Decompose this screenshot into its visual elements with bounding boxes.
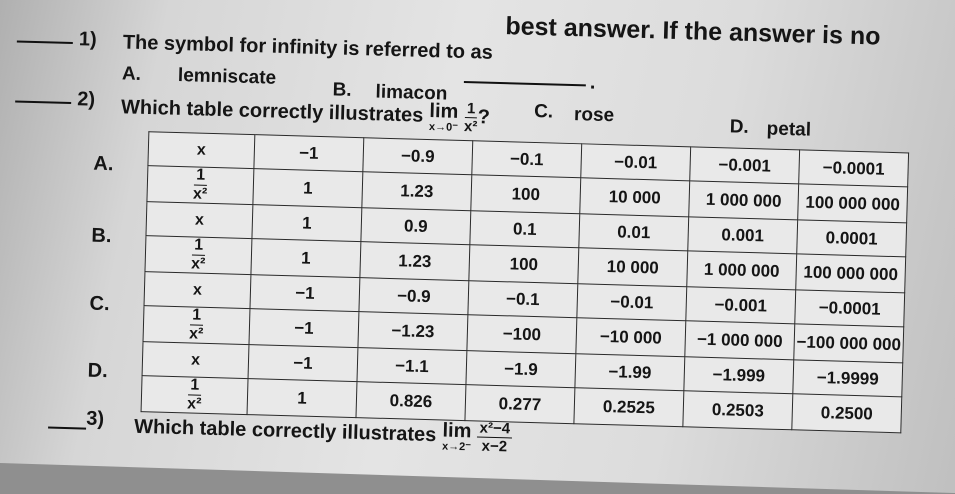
table-cell: −1: [248, 345, 358, 382]
table-cell: −1.99: [575, 354, 685, 391]
table-cell: 100 000 000: [798, 184, 908, 223]
lim-approach: x→0⁻: [428, 120, 459, 134]
table-cell: 0.2500: [792, 394, 902, 433]
option-a-text: lemniscate: [177, 65, 277, 89]
option-b-letter: B.: [332, 79, 352, 101]
table-cell: −1.1: [357, 348, 467, 385]
function-denominator: x²: [463, 118, 478, 136]
table-cell: 10 000: [580, 178, 690, 217]
table-c-letter: C.: [89, 292, 110, 316]
table-cell: 0.1: [470, 211, 580, 248]
answer-blank-2[interactable]: [15, 100, 71, 104]
table-cell: 0.826: [356, 382, 466, 421]
table-b-letter: B.: [91, 224, 112, 248]
option-d-letter: D.: [729, 116, 750, 138]
fraction-label: $\frac{1}{\text{x²}}$: [145, 236, 252, 275]
table-cell: 100: [469, 245, 579, 284]
table-a-letter: A.: [93, 152, 114, 176]
limit-expression: [429, 101, 459, 134]
table-cell: 0.9: [361, 208, 471, 245]
table-cell: −1.9: [466, 351, 576, 388]
option-a-letter: A.: [121, 63, 142, 85]
table-cell: 1: [247, 379, 357, 418]
table-cell: 1: [251, 239, 361, 278]
x-label: x: [146, 202, 253, 239]
question-2-number: 2): [76, 88, 96, 111]
table-cell: −1: [250, 275, 360, 312]
table-cell: 0.0001: [797, 220, 907, 257]
table-cell: −0.0001: [799, 150, 909, 187]
table-d-letter: D.: [87, 359, 108, 383]
table-cell: −1: [249, 309, 359, 348]
table-cell: 0.2503: [683, 391, 793, 430]
table-cell: −100: [467, 315, 577, 354]
table-cell: −10 000: [576, 318, 686, 357]
limit-function: [464, 101, 478, 134]
x-label: x: [142, 342, 249, 379]
fraction-label: $\frac{1}{\text{x²}}$: [143, 306, 250, 345]
limit-expression: [442, 420, 472, 453]
question-1-number: 1): [78, 28, 98, 51]
table-cell: −0.01: [577, 284, 687, 321]
table-cell: 1.23: [362, 172, 472, 211]
table-cell: 1.23: [360, 242, 470, 281]
option-c-text: rose: [573, 104, 615, 127]
question-1-prompt: The symbol for infinity is referred to as: [122, 31, 494, 64]
table-cell: 1 000 000: [687, 251, 797, 290]
table-cell: 10 000: [578, 248, 688, 287]
question-2-prompt: Which table correctly illustrates: [120, 96, 424, 127]
function-numerator: x²−4: [477, 421, 512, 439]
table-cell: −0.9: [359, 278, 469, 315]
table-cell: −0.1: [468, 281, 578, 318]
question-mark: ?: [477, 106, 491, 129]
table-cell: 0.277: [465, 385, 575, 424]
option-b-text: limacon: [375, 81, 448, 105]
table-cell: −100 000 000: [794, 324, 904, 363]
answer-blank-3[interactable]: [48, 427, 86, 430]
table-cell: −1.999: [684, 357, 794, 394]
table-cell: −1.9999: [793, 360, 903, 397]
lim-approach: x→2⁻: [441, 440, 472, 453]
question-3-prompt: Which table correctly illustrates: [133, 415, 437, 447]
fraction-label: $\frac{1}{\text{x²}}$: [141, 376, 248, 415]
table-cell: −0.9: [363, 138, 473, 175]
table-cell: 1: [252, 205, 362, 242]
table-cell: 100: [471, 175, 581, 214]
period: .: [589, 71, 596, 94]
x-label: x: [144, 272, 251, 309]
limit-function: [477, 421, 512, 455]
table-cell: −1: [254, 135, 364, 172]
instructions-header: best answer. If the answer is no: [505, 12, 881, 51]
fraction-label: $\frac{1}{\text{x²}}$: [147, 166, 254, 205]
option-c-letter: C.: [533, 100, 554, 123]
table-cell: −0.1: [472, 141, 582, 178]
question-3-number: 3): [86, 407, 105, 431]
table-cell: −0.001: [686, 287, 796, 324]
answer-blank-1[interactable]: [17, 40, 73, 44]
table-cell: 1: [253, 169, 363, 208]
function-denominator: x−2: [481, 437, 508, 456]
lim-word: lim: [429, 99, 459, 123]
table-cell: 100 000 000: [796, 254, 906, 293]
x-label: x: [148, 132, 255, 169]
fill-in-blank-1[interactable]: [464, 81, 586, 86]
table-cell: −0.01: [581, 144, 691, 181]
answer-tables: [141, 131, 910, 433]
table-cell: −0.001: [690, 147, 800, 184]
table-cell: 1 000 000: [689, 181, 799, 220]
table-cell: 0.01: [579, 214, 689, 251]
function-numerator: 1: [465, 101, 478, 118]
table-cell: 0.001: [688, 217, 798, 254]
table-cell: −1 000 000: [685, 321, 795, 360]
table-cell: −1.23: [358, 312, 468, 351]
lim-word: lim: [442, 419, 472, 442]
option-d-text: petal: [766, 118, 812, 141]
table-cell: −0.0001: [795, 290, 905, 327]
table-cell: 0.2525: [574, 388, 684, 427]
